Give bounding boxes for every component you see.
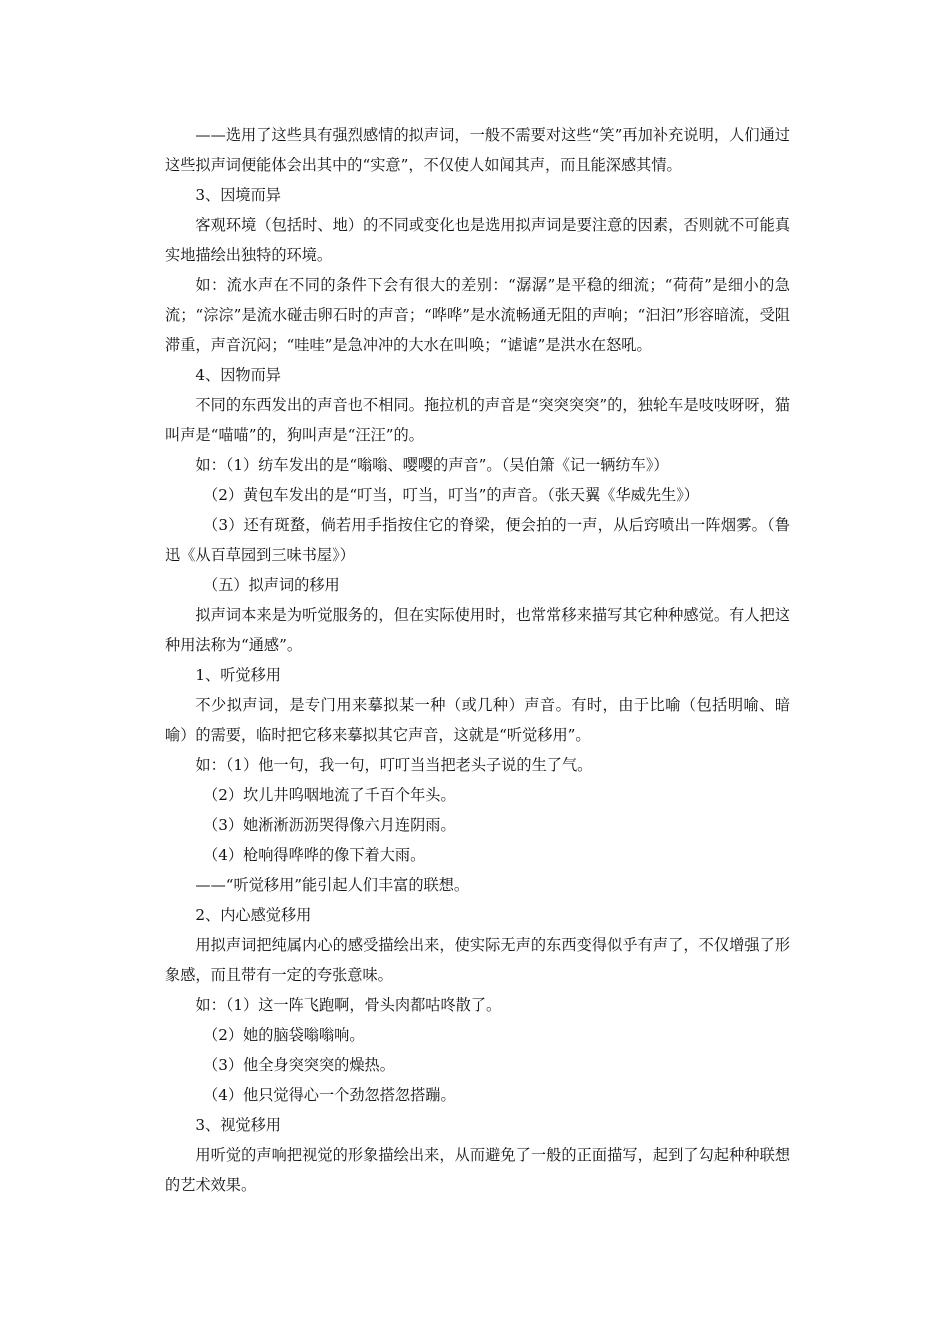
example-inner-1: 如：（1）这一阵飞跑啊，骨头肉都咕咚散了。 [195,996,502,1014]
paragraph-inner: 用拟声词把纯属内心的感受描绘出来，使实际无声的东西变得似乎有声了，不仅增强了形象感，而且带有一定的夸张意味。 [165,936,790,984]
example-inner-2: （2）她的脑袋嗡嗡响。 [203,1026,365,1044]
heading-five-transfer: （五）拟声词的移用 [203,576,340,594]
example-inner-3: （3）他全身突突突的燥热。 [203,1056,395,1074]
paragraph-laugh-note: ——选用了这些具有强烈感情的拟声词，一般不需要对这些“笑”再加补充说明，人们通过这些拟声词便能体会出其中的“实意”，不仅使人如闻其声，而且能深感其情。 [165,126,790,174]
paragraph-water-sounds: 如：流水声在不同的条件下会有很大的差别：“潺潺”是平稳的细流；“荷荷”是细小的急流；“淙淙”是流水碰击卵石时的声音；“哗哗”是水流畅通无阻的声响；“汩汩”形容暗流，受阻滞重，声音沉闷；“哇哇”是急冲冲的大水在叫唤；“谑谑”是洪水在怒吼。 [165,276,790,354]
paragraph-synesthesia: 拟声词本来是为听觉服务的，但在实际使用时，也常常移来描写其它种种感觉。有人把这种用法称为“通感”。 [165,606,790,654]
paragraph-environment: 客观环境（包括时、地）的不同或变化也是选用拟声词是要注意的因素，否则就不可能真实地描绘出独特的环境。 [165,216,790,264]
example-rickshaw: （2）黄包车发出的是“叮当，叮当，叮当”的声音。（张天翼《华威先生》） [203,486,699,504]
paragraph-auditory: 不少拟声词，是专门用来摹拟某一种（或几种）声音。有时，由于比喻（包括明喻、暗喻）的需要，临时把它移来摹拟其它声音，这就是“听觉移用”。 [165,696,790,744]
heading-3-environment: 3、因境而异 [195,186,281,204]
paragraph-auditory-note: ——“听觉移用”能引起人们丰富的联想。 [195,876,470,894]
heading-2-inner: 2、内心感觉移用 [195,906,312,924]
heading-3-visual: 3、视觉移用 [195,1116,281,1134]
example-auditory-2: （2）坎儿井呜咽地流了千百个年头。 [203,786,456,804]
example-spinning-wheel: 如：（1）纺车发出的是“嗡嗡、嘤嘤的声音”。（吴伯箫《记一辆纺车》） [195,456,669,474]
heading-1-auditory: 1、听觉移用 [195,666,281,684]
heading-4-objects: 4、因物而异 [195,366,281,384]
document-page [165,120,790,1200]
example-auditory-3: （3）她淅淅沥沥哭得像六月连阴雨。 [203,816,456,834]
example-auditory-1: 如：（1）他一句，我一句，叮叮当当把老头子说的生了气。 [195,756,593,774]
paragraph-visual: 用听觉的声响把视觉的形象描绘出来，从而避免了一般的正面描写，起到了勾起种种联想的艺术效果。 [165,1146,790,1194]
example-auditory-4: （4）枪响得哗哗的像下着大雨。 [203,846,426,864]
example-inner-4: （4）他只觉得心一个劲忽搭忽搭蹦。 [203,1086,456,1104]
paragraph-objects: 不同的东西发出的声音也不相同。拖拉机的声音是“突突突突”的，独轮车是吱吱呀呀，猫叫声是“喵喵”的，狗叫声是“汪汪”的。 [165,396,790,444]
example-beetle: （3）还有斑蝥，倘若用手指按住它的脊梁，便会拍的一声，从后窍喷出一阵烟雾。（鲁迅《从百草园到三味书屋》） [165,516,790,564]
